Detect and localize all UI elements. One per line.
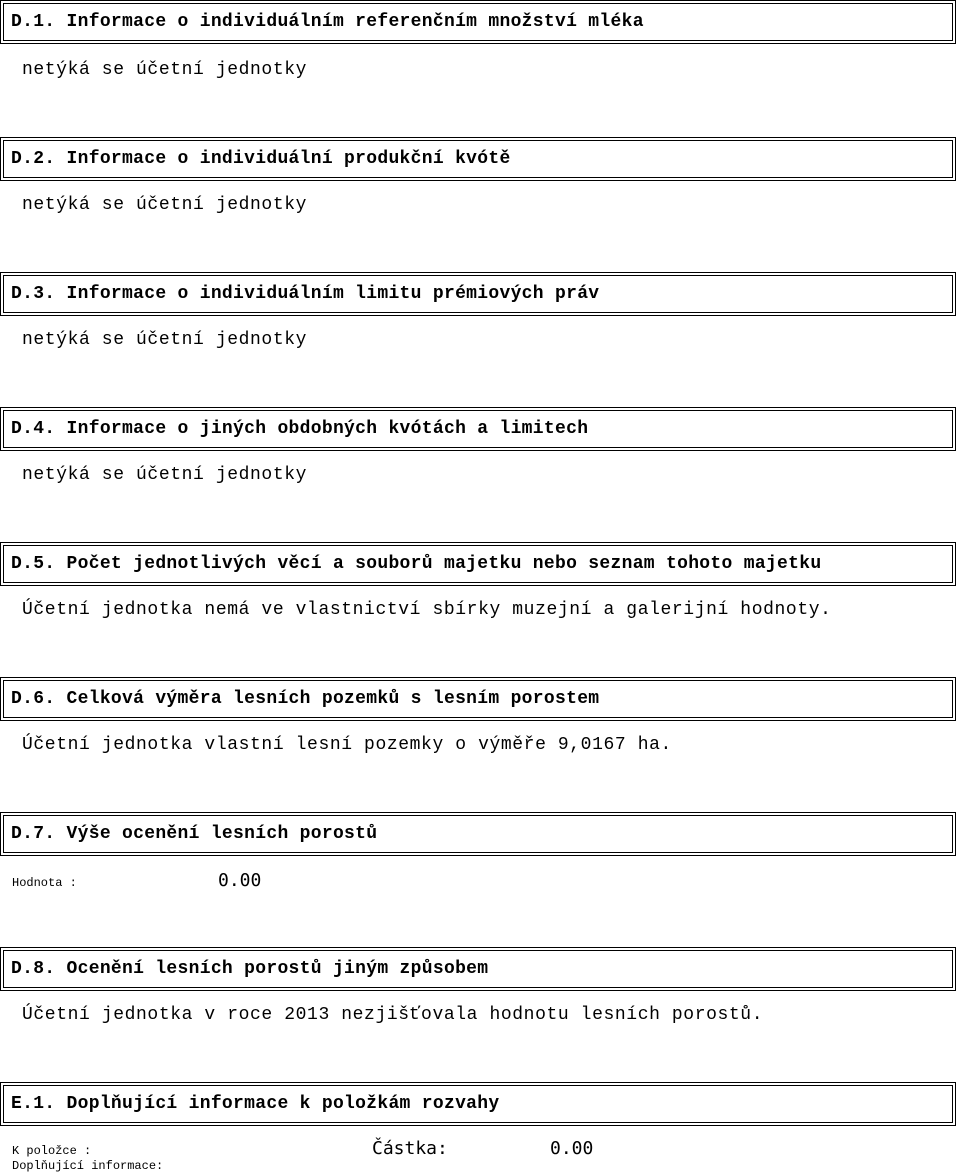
section-title: D.2. Informace o individuální produkční kvótě (11, 149, 511, 169)
section-title: D.4. Informace o jiných obdobných kvótách a limitech (11, 419, 589, 439)
section-title: E.1. Doplňující informace k položkám rozvahy (11, 1094, 500, 1114)
section-text: Účetní jednotka vlastní lesní pozemky o výměře 9,0167 ha. (22, 735, 672, 755)
section-header-d2 (0, 137, 956, 181)
section-title: D.3. Informace o individuálním limitu prémiových práv (11, 284, 600, 304)
section-header-d4 (0, 407, 956, 451)
section-title: D.6. Celková výměra lesních pozemků s lesním porostem (11, 689, 600, 709)
section-text: netýká se účetní jednotky (22, 195, 308, 215)
section-header-d3 (0, 272, 956, 316)
section-title: D.5. Počet jednotlivých věcí a souborů majetku nebo seznam tohoto majetku (11, 554, 822, 574)
amount-label: Částka: (372, 1138, 448, 1159)
section-header-e1 (0, 1082, 956, 1126)
section-text: Účetní jednotka nemá ve vlastnictví sbírky muzejní a galerijní hodnoty. (22, 600, 832, 620)
value-amount: 0.00 (218, 870, 262, 891)
value-label: Hodnota : (12, 876, 77, 890)
section-header-d6 (0, 677, 956, 721)
section-header-d5 (0, 542, 956, 586)
section-title: D.7. Výše ocenění lesních porostů (11, 824, 378, 844)
section-title: D.1. Informace o individuálním referenčním množství mléka (11, 12, 644, 32)
section-header-d7 (0, 812, 956, 856)
section-header-d8 (0, 947, 956, 991)
section-text: netýká se účetní jednotky (22, 60, 308, 80)
amount-value: 0.00 (550, 1138, 594, 1159)
item-label: K položce : (12, 1144, 92, 1158)
section-text: netýká se účetní jednotky (22, 465, 308, 485)
section-header-d1 (0, 0, 956, 44)
extra-info-label: Doplňující informace: (12, 1159, 164, 1173)
section-text: netýká se účetní jednotky (22, 330, 308, 350)
section-title: D.8. Ocenění lesních porostů jiným způsobem (11, 959, 489, 979)
section-text: Účetní jednotka v roce 2013 nezjišťovala hodnotu lesních porostů. (22, 1005, 764, 1025)
